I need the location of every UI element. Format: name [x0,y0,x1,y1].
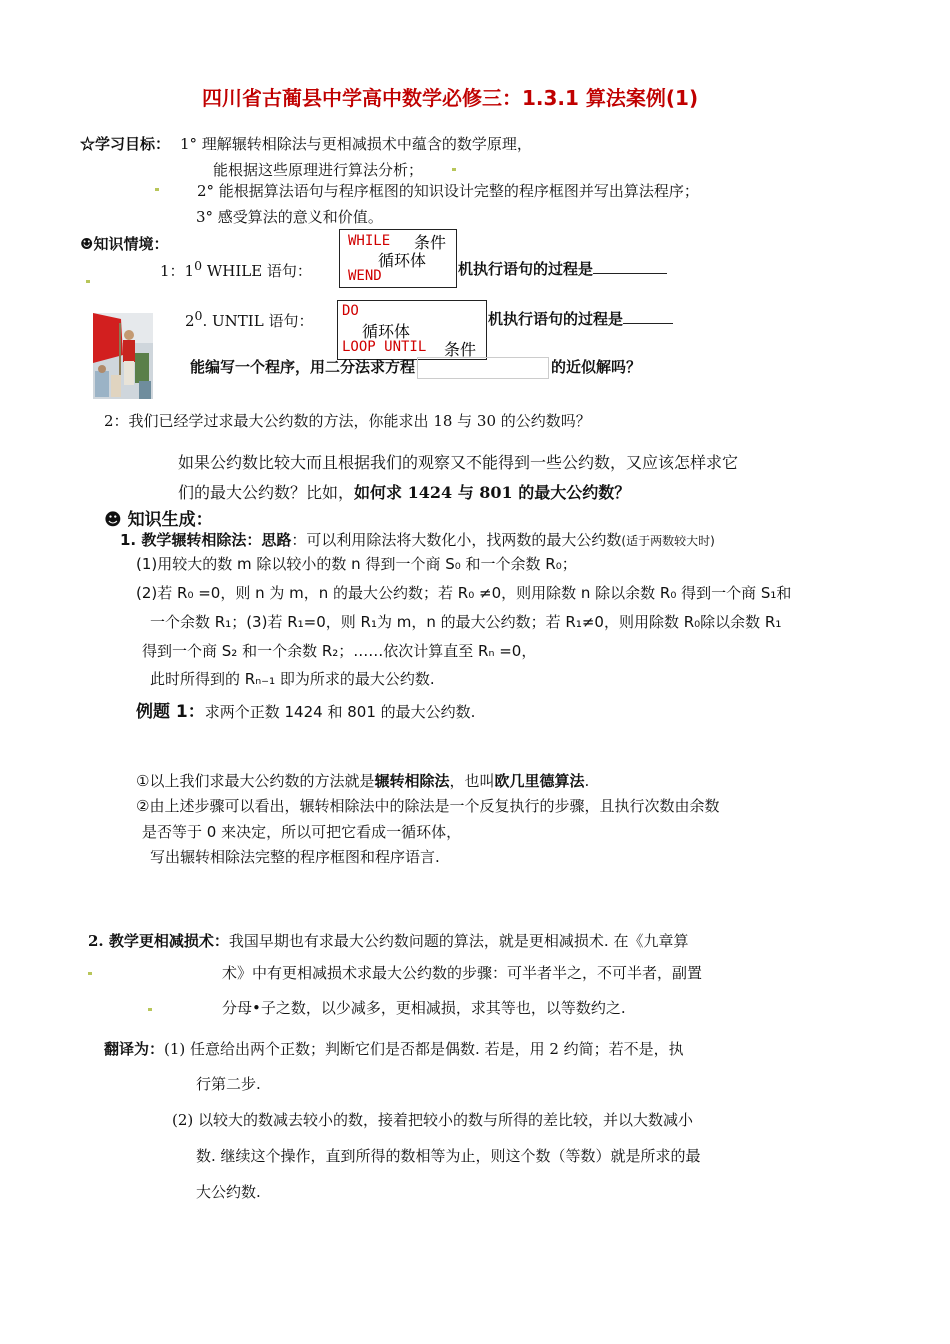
until-process-text: 机执行语句的过程是 [488,310,624,328]
scan-speck [88,972,92,975]
objective-1-line-1: 1° 理解辗转相除法与更相减损术中蕴含的数学原理， [180,135,532,153]
page-title: 四川省古蔺县中学高中数学必修三：1.3.1 算法案例(1) [202,86,699,110]
translation-2-line-1: (2) 以较大的数减去较小的数，接着把较小的数与所得的差比较，并以大数减小 [172,1111,694,1129]
subtraction-title: 教学更相减损术： [103,932,229,950]
gcd-question: 2：我们已经学过求最大公约数的方法，你能求出 18 与 30 的公约数吗？ [104,412,591,430]
euclid-note-2-line-3: 写出辗转相除法完整的程序框图和程序语言. [150,848,440,866]
subtraction-num: 2. [88,932,104,950]
euclid-step-2-line-a: (2)若 R₀ =0，则 n 为 m，n 的最大公约数；若 R₀ ≠0，则用除数 n 除以余数 R₀ 得到一个商 S₁和 [136,584,792,602]
gcd-paragraph-text: 们的最大公约数？比如， [178,483,355,502]
euclid-idea: ：可以利用除法将大数化小，找两数的最大公约数 [291,531,622,549]
translation-1-text: (1) 任意给出两个正数；判断它们是否都是偶数. 若是，用 2 约简；若不是，执 [164,1040,684,1058]
until-answer-blank[interactable] [623,309,673,324]
example-label: 例题 1： [136,702,205,722]
euclid-step-2-line-b: 一个余数 R₁；(3)若 R₁=0，则 R₁为 m，n 的最大公约数；若 R₁≠0，则用除数 R₀除以余数 R₁ [150,613,782,631]
scan-speck [148,1008,152,1011]
while-code-box [339,229,457,288]
bisection-question [190,356,641,379]
subtraction-text-1: 我国早期也有求最大公约数问题的算法，就是更相减损术. 在《九章算 [228,932,689,950]
while-statement-label [160,258,312,281]
euclid-title: 教学辗转相除法： [136,531,262,549]
until-process-question [488,308,673,329]
example-text: 求两个正数 1424 和 801 的最大公约数. [204,703,476,721]
while-process-text: 机执行语句的过程是 [458,260,594,278]
while-loop-body: 循环体 [378,251,427,270]
euclid-note-2-line-1: ②由上述步骤可以看出，辗转相除法中的除法是一个反复执行的步骤，且执行次数由余数 [136,797,720,815]
objectives-label: ☆学习目标： [80,135,171,153]
loop-until-keyword: LOOP UNTIL [342,339,427,355]
subtraction-line-3: 分母•子之数，以少减多，更相减损，求其等也，以等数约之. [222,999,626,1017]
translation-1-line-2: 行第二步. [196,1075,261,1093]
note1-euclid-algorithm: 欧几里德算法 [494,772,585,790]
bisection-text-b: 的近似解吗？ [551,358,642,376]
generation-label: ☻ 知识生成： [104,510,213,530]
example-1 [136,697,475,722]
translation-2-line-3: 大公约数. [196,1183,261,1201]
scan-speck [452,168,456,171]
euclid-idea-label: 思路 [261,531,292,549]
objective-1-line-2: 能根据这些原理进行算法分析； [213,161,424,179]
equation-image-placeholder [417,357,549,379]
euclid-step-1: (1)用较大的数 m 除以较小的数 n 得到一个商 S₀ 和一个余数 R₀； [136,555,577,573]
note1-e: . [584,772,590,790]
while-process-question [458,258,667,279]
gcd-paragraph-line-1: 如果公约数比较大而且根据我们的观察又不能得到一些公约数，又应该怎样求它 [178,453,739,472]
euclid-step-2-line-d: 此时所得到的 Rₙ₋₁ 即为所求的最大公约数. [150,670,435,688]
euclid-note-1 [136,770,589,791]
translation-label: 翻译为： [104,1040,165,1058]
do-keyword: DO [342,303,359,319]
euclid-step-2-line-c: 得到一个商 S₂ 和一个余数 R₂；……依次计算直至 Rₙ =0， [142,642,537,660]
while-name: WHILE 语句： [202,262,312,280]
until-statement-label [185,308,313,331]
subtraction-line-1 [88,930,688,951]
situation-label: ☻知识情境： [80,235,169,253]
until-code-box [337,300,487,360]
until-condition: 条件 [444,340,477,359]
until-sup: 0 [194,308,203,323]
wend-keyword: WEND [348,268,382,284]
note1-a: ①以上我们求最大公约数的方法就是 [136,772,375,790]
while-prefix: 1：1 [160,262,195,280]
note1-euclid: 辗转相除法 [374,772,450,790]
objective-2: 2° 能根据算法语句与程序框图的知识设计完整的程序框图并写出算法程序； [197,182,699,200]
olympic-flag-photo [93,313,153,399]
until-name: . UNTIL 语句： [202,312,314,330]
while-answer-blank[interactable] [593,259,667,274]
subtraction-line-2: 术》中有更相减损术求最大公约数的步骤：可半者半之，不可半者，副置 [222,964,703,982]
while-condition: 条件 [414,233,447,252]
gcd-paragraph-bold: 如何求 1424 与 801 的最大公约数？ [354,483,631,502]
until-prefix: 2 [185,312,195,330]
scan-speck [155,188,159,191]
while-sup: 0 [194,258,203,273]
while-keyword: WHILE [348,233,391,249]
euclid-num: 1. [120,531,137,549]
objective-3: 3° 感受算法的意义和价值。 [196,208,383,226]
gcd-paragraph-line-2 [178,480,630,503]
scan-speck [86,280,90,283]
until-loop-body: 循环体 [362,322,411,341]
translation-1-line-1 [104,1038,684,1059]
note1-c: ，也叫 [449,772,495,790]
bisection-text-a: 能编写一个程序，用二分法求方程 [190,358,416,376]
euclid-note-2-line-2: 是否等于 0 来决定，所以可把它看成一循环体， [142,823,462,841]
translation-2-line-2: 数. 继续这个操作，直到所得的数相等为止，则这个数（等数）就是所求的最 [196,1147,701,1165]
euclid-note: (适于两数较大时) [621,534,715,548]
euclid-heading [120,529,715,550]
